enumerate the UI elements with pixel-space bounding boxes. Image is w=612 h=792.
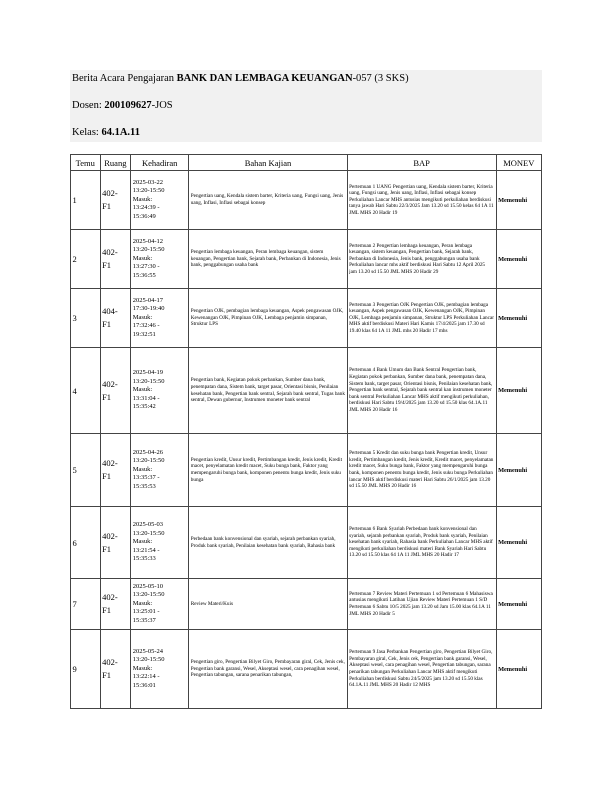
cell-monev: Memenuhi bbox=[496, 434, 541, 507]
cell-kehadiran bbox=[131, 507, 189, 579]
cell-temu: 1 bbox=[71, 171, 101, 230]
cell-temu: 6 bbox=[71, 507, 101, 579]
cell-temu: 5 bbox=[71, 434, 101, 507]
cell-ruang bbox=[100, 289, 131, 348]
cell-ruang bbox=[100, 630, 131, 709]
cell-monev: Memenuhi bbox=[496, 507, 541, 579]
cell-bap: Pertemuan 6 Bank Syariah Perbedaan bank konvensional dan syariah, sejarah perbankan syariah, Produk bank syariah, Penilaian kesehatan bank syariah, Rahasia bank Perkuliahan Lancar MHS aktif mengikuti perkuliahan berdiskusi materi Bank Syariah Hari Sabtu 13.20 sd 15.50 klas 64 1A 11 JML MHS 20 Hadir 17 bbox=[347, 507, 496, 579]
kelas-label: Kelas: bbox=[72, 127, 102, 138]
document-header bbox=[70, 70, 542, 142]
cell-bap: Pertemuan 9 Jasa Perbankan Pengertian giro, Pengertian Bilyet Giro, Pembayaran giral, Cek, Jenis cek, Pengertian bank garansi, Wesel, Akseptasi wesel, cara penagihan wesel, Pengertian tabungan, sarana penarikan tabungan Perkuliahan Lancar MHS aktif mengikuti Perkuliahan berdiskusi Sabtu 24/5/2025 jam 13.20 sd 15.50 klas 64.1A.11 JML MHS 20 Hadir 12 MHS bbox=[347, 630, 496, 709]
ruang-text: 402- F1 bbox=[102, 458, 118, 481]
cell-kehadiran bbox=[131, 171, 189, 230]
cell-bahan-kajian: Pengertian bank, Kegiatan pokok perbankan, Sumber dana bank, penempatan dana, Sistem bank, target pasar, Orientasi bisnis, Penilaian kesehatan bank, Pengertian bank sentral, Sejarah bank sentral, Tugas bank sentral, Dewan gubernur, Instrumen moneter bank sentral bbox=[189, 348, 347, 434]
cell-bap: Pertemuan 7 Review Materi Pertemuan 1 sd Pertemuan 6 Mahasiswa antusias mengikuti Latihan Ujian Review Materi Pertemuan 1 S/D Pertemuan 6 Sabtu 10/5 2025 jam 13.20 sd Jam 15.00 klas 64.1A 11 JML MHS 20 Hadir 5 bbox=[347, 579, 496, 630]
cell-ruang bbox=[100, 579, 131, 630]
kehadiran-text: 2025-05-24 13:20-15:50 Masuk: 13:22:14 - 15:36:01 bbox=[132, 647, 165, 689]
dosen-suffix: -JOS bbox=[151, 100, 173, 111]
cell-bahan-kajian: Perbedaan bank konvensional dan syariah, sejarah perbankan syariah, Produk bank syariah, Penilaian kesehatan bank syariah, Rahasia bank bbox=[189, 507, 347, 579]
table-row bbox=[71, 630, 542, 709]
ruang-text: 402- F1 bbox=[102, 188, 118, 211]
title-prefix: Berita Acara Pengajaran bbox=[72, 73, 177, 84]
cell-bahan-kajian: Review Materi/Kuis bbox=[189, 579, 347, 630]
cell-bahan-kajian: Pengertian kredit, Unsur kredit, Pertimbangan kredit, Jenis kredit, Kredit macet, penyelamatan kredit macet, Suku bunga bank, Faktor yang mempengaruhi bunga bank, komponen penentu bunga kredit, Jenis suku bunga bbox=[189, 434, 347, 507]
cell-bap: Pertemuan 2 Pengertian lembaga keuangan, Peran lembaga keuangan, sistem keuangan, Pengertian bank, Sejarah bank, Perbankan di Indonesia, Jenis bank, penggabungan usaha bank Perkuliahan lancar mhs aktif berdiskusi Hari Sabtu 12 April 2025 jam 13.20 sd 15.50 JML MHS 20 Hadir 29 bbox=[347, 230, 496, 289]
dosen-line bbox=[72, 100, 173, 111]
column-header-bahan-kajian: Bahan Kajian bbox=[189, 155, 347, 171]
cell-temu: 2 bbox=[71, 230, 101, 289]
cell-kehadiran bbox=[131, 230, 189, 289]
cell-temu: 3 bbox=[71, 289, 101, 348]
cell-bap: Pertemuan 1 UANG Pengertian uang, Kendala sistem barter, Kriteria uang, Fungsi uang, Jenis uang, Inflasi, Inflasi sebagai konsep Perkuliahan Lancar MHS antusias mengikuti perkuliahan berdiskusi tanya jawab Hari Sabtu 22/3/2025 Jam 13.20 sd 15.50 kelas 64 1A 11 JML MHS 20 Hadir 19 bbox=[347, 171, 496, 230]
cell-ruang bbox=[100, 507, 131, 579]
cell-temu: 9 bbox=[71, 630, 101, 709]
cell-bap: Pertemuan 3 Pengertian OJK Pengertian OJK, pembagian lembaga keuangan, Aspek pengawasan OJK, Kewenangan OJK, Pimpinan OJK, Lembaga penjamin simpanan, Struktur LPS Perkuliahan Lancar MHS aktif berdiskusi Materi Hari Kamis 17/4/2025 jam 17.30 sd 19.40 klas 64 1A 11 JML mhs 20 Hadir 17 mhs bbox=[347, 289, 496, 348]
cell-monev: Memenuhi bbox=[496, 289, 541, 348]
cell-temu: 4 bbox=[71, 348, 101, 434]
cell-monev: Memenuhi bbox=[496, 171, 541, 230]
cell-bap: Pertemuan 5 Kredit dan suku bunga bank Pengertian kredit, Unsur kredit, Pertimbangan kredit, Jenis kredit, Kredit macet, penyelamatan kredit macet, Suku bunga bank, Faktor yang mempengaruhi bunga bank, komponen penentu bunga kredit, Jenis suku bunga Perkuliahan lancar MHS aktif berdiskusi materi Hari Sabtu 26/1/2025 jam 13.20 sd 15.50 JML MHS 20 Hadir 16 bbox=[347, 434, 496, 507]
ruang-text: 402- F1 bbox=[102, 378, 118, 402]
ruang-text: 402- F1 bbox=[102, 592, 118, 615]
ruang-text: 402- F1 bbox=[102, 657, 118, 680]
cell-kehadiran bbox=[131, 630, 189, 709]
cell-monev: Memenuhi bbox=[496, 579, 541, 630]
kehadiran-text: 2025-03-22 13:20-15:50 Masuk: 13:24:39 - 15:36:49 bbox=[132, 178, 165, 220]
ruang-text: 402- F1 bbox=[102, 530, 118, 554]
course-suffix: -057 (3 SKS) bbox=[352, 73, 409, 84]
cell-bahan-kajian: Pengertian OJK, pembagian lembaga keuangan, Aspek pengawasan OJK, Kewenangan OJK, Pimpinan OJK, Lembaga penjamin simpanan, Struktur LPS bbox=[189, 289, 347, 348]
kehadiran-text: 2025-04-19 13:20-15:50 Masuk: 13:31:04 - 15:35:42 bbox=[132, 369, 165, 411]
cell-ruang bbox=[100, 434, 131, 507]
cell-ruang bbox=[100, 348, 131, 434]
table-row bbox=[71, 230, 542, 289]
column-header-kehadiran: Kehadiran bbox=[131, 155, 189, 171]
column-header-temu: Temu bbox=[71, 155, 101, 171]
column-header-monev: MONEV bbox=[496, 155, 541, 171]
kehadiran-text: 2025-04-26 13:20-15:50 Masuk: 13:35:37 - 15:35:53 bbox=[132, 448, 165, 490]
cell-monev: Memenuhi bbox=[496, 348, 541, 434]
table-row bbox=[71, 289, 542, 348]
cell-kehadiran bbox=[131, 348, 189, 434]
kehadiran-text: 2025-04-12 13:20-15:50 Masuk: 13:27:30 - 15:36:55 bbox=[132, 237, 165, 279]
cell-ruang bbox=[100, 230, 131, 289]
ruang-text: 404- F1 bbox=[102, 306, 118, 329]
kehadiran-text: 2025-04-17 17:30-19:40 Masuk: 17:32:46 - 19:32:51 bbox=[132, 296, 165, 338]
cell-temu: 7 bbox=[71, 579, 101, 630]
attendance-table bbox=[70, 154, 542, 709]
course-name: BANK DAN LEMBAGA KEUANGAN bbox=[176, 73, 353, 84]
cell-bahan-kajian: Pengertian giro, Pengertian Bilyet Giro, Pembayaran giral, Cek, Jenis cek, Pengertian bank garansi, Wesel, Akseptasi wesel, cara penagihan wesel, Pengertian tabungan, sarana penarikan tabungan, bbox=[189, 630, 347, 709]
cell-kehadiran bbox=[131, 434, 189, 507]
column-header-bap: BAP bbox=[347, 155, 496, 171]
title-line bbox=[72, 73, 409, 84]
table-row bbox=[71, 171, 542, 230]
cell-kehadiran bbox=[131, 579, 189, 630]
table-row bbox=[71, 434, 542, 507]
cell-bahan-kajian: Pengertian uang, Kendala sistem barter, Kriteria uang, Fungsi uang, Jenis uang, Inflasi, Inflasi sebagai konsep bbox=[189, 171, 347, 230]
kehadiran-text: 2025-05-10 13:20-15:50 Masuk: 13:25:01 - 15:35:37 bbox=[132, 582, 165, 624]
kelas-line bbox=[72, 127, 140, 138]
table-row bbox=[71, 507, 542, 579]
cell-monev: Memenuhi bbox=[496, 630, 541, 709]
dosen-id: 200109627 bbox=[104, 100, 152, 111]
cell-kehadiran bbox=[131, 289, 189, 348]
table-row bbox=[71, 348, 542, 434]
ruang-text: 402- F1 bbox=[102, 247, 118, 270]
kelas-value: 64.1A.11 bbox=[101, 127, 140, 138]
table-row bbox=[71, 579, 542, 630]
cell-bap: Pertemuan 4 Bank Umum dan Bank Sentral Pengertian bank, Kegiatan pokok perbankan, Sumber dana bank, penempatan dana, Sistem bank, target pasar, Orientasi bisnis, Penilaian kesehatan bank, Pengertian bank sentral, Sejarah bank sentral kan instrumen moneter bank sentral Perkuliahan Lancar MHS aktif mengikuti perkuliahan, berdiskusi Hari Sabtu 19/4/2025 jam 13.20 sd 15.50 klas 64.1A.11 JML MHS 20 Hadir 16 bbox=[347, 348, 496, 434]
table-header-row bbox=[71, 155, 542, 171]
column-header-ruang: Ruang bbox=[100, 155, 131, 171]
cell-ruang bbox=[100, 171, 131, 230]
kehadiran-text: 2025-05-03 13:20-15:50 Masuk: 13:21:54 - 15:35:33 bbox=[132, 521, 165, 563]
dosen-label: Dosen: bbox=[72, 100, 105, 111]
cell-monev: Memenuhi bbox=[496, 230, 541, 289]
cell-bahan-kajian: Pengertian lembaga keuangan, Peran lembaga keuangan, sistem keuangan, Pengertian bank, Sejarah bank, Perbankan di Indonesia, Jenis bank, penggabungan usaha bank bbox=[189, 230, 347, 289]
